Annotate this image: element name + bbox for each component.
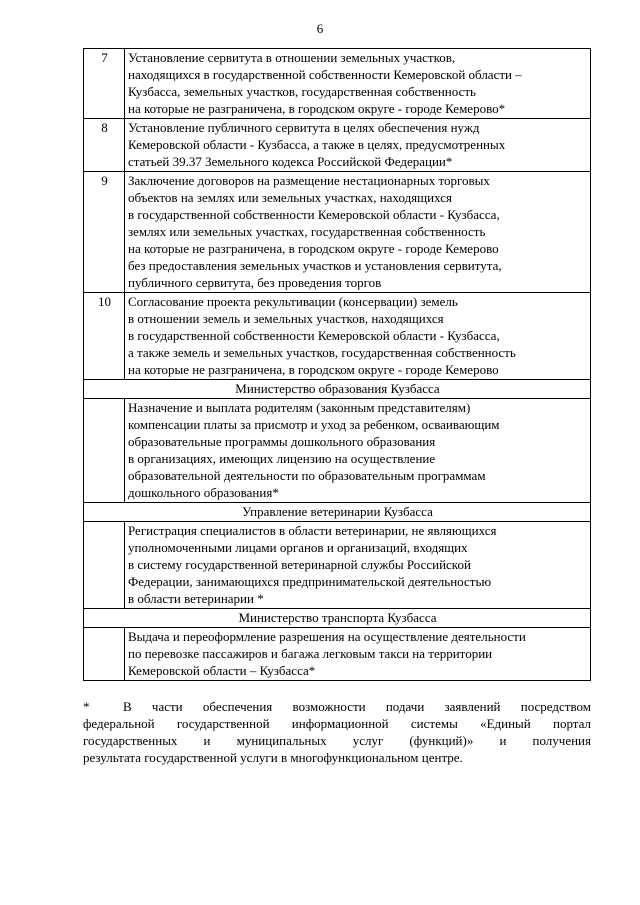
footnote-line [83,732,591,749]
section-row [84,380,591,399]
service-name-line: компенсации платы за присмотр и уход за ребенком, осваивающим [128,417,500,432]
table-row [84,522,591,609]
service-name-line: в организациях, имеющих лицензию на осуществление [128,451,436,466]
service-name-line: Установление сервитута в отношении земельных участков, [128,50,456,65]
service-name-line: Федерации, занимающихся предпринимательской деятельностью [128,574,492,589]
section-title: Министерство образования Кузбасса [84,380,591,399]
row-number [84,628,125,681]
service-name-line: Кемеровской области - Кузбасса, а также в целях, предусмотренных [128,137,506,152]
footnote-text: федеральной государственной информационной системы «Единый портал [83,716,591,731]
row-number: 10 [84,293,125,380]
footnote-line [83,698,591,715]
table-row [84,49,591,119]
service-name-line: в отношении земель и земельных участков, находящихся [128,311,444,326]
section-row [84,503,591,522]
service-name [125,49,591,119]
table-row [84,399,591,503]
table-row [84,293,591,380]
service-name-line: уполномоченными лицами органов и организаций, входящих [128,540,468,555]
service-name-line: Назначение и выплата родителям (законным представителям) [128,400,471,415]
service-name-line: статьей 39.37 Земельного кодекса Российской Федерации* [128,154,453,169]
page-number: 6 [316,21,324,36]
service-name-line: дошкольного образования* [128,485,279,500]
section-title: Министерство транспорта Кузбасса [84,609,591,628]
service-name-line: а также земель и земельных участков, государственная собственность [128,345,516,360]
table-row [84,119,591,172]
section-title: Управление ветеринарии Кузбасса [84,503,591,522]
footnote-line [83,749,591,766]
services-table-body [84,49,591,681]
service-name-line: на которые не разграничена, в городском округе - городе Кемерово [128,241,499,256]
footnote-mark: * [83,699,90,714]
row-number [84,399,125,503]
service-name-line: публичного сервитута, без проведения торгов [128,275,382,290]
service-name-line: Кузбасса, земельных участков, государственная собственность [128,84,476,99]
service-name [125,399,591,503]
service-name-line: образовательной деятельности по образовательным программам [128,468,486,483]
service-name-line: Согласование проекта рекультивации (консервации) земель [128,294,458,309]
footnote-line [83,715,591,732]
footnote-text: результата государственной услуги в многофункциональном центре. [83,750,463,765]
footnote-text: государственных и муниципальных услуг (функций)» и получения [83,733,591,748]
service-name-line: Установление публичного сервитута в целях обеспечения нужд [128,120,480,135]
service-name-line: объектов на землях или земельных участках, находящихся [128,190,453,205]
row-number: 9 [84,172,125,293]
service-name-line: в систему государственной ветеринарной службы Российской [128,557,471,572]
service-name-line: в государственной собственности Кемеровской области - Кузбасса, [128,328,500,343]
service-name [125,628,591,681]
service-name-line: в области ветеринарии * [128,591,264,606]
service-name-line: без предоставления земельных участков и установления сервитута, [128,258,502,273]
service-name [125,172,591,293]
section-row [84,609,591,628]
services-table [83,48,591,681]
table-row [84,628,591,681]
service-name-line: Регистрация специалистов в области ветеринарии, не являющихся [128,523,497,538]
service-name-line: Кемеровской области – Кузбасса* [128,663,316,678]
service-name-line: на которые не разграничена, в городском округе - городе Кемерово [128,362,499,377]
service-name-line: землях или земельных участках, государственная собственность [128,224,486,239]
service-name-line: в государственной собственности Кемеровской области - Кузбасса, [128,207,500,222]
service-name-line: на которые не разграничена, в городском округе - городе Кемерово* [128,101,506,116]
service-name [125,119,591,172]
service-name-line: Заключение договоров на размещение нестационарных торговых [128,173,490,188]
service-name-line: Выдача и переоформление разрешения на осуществление деятельности [128,629,526,644]
service-name [125,293,591,380]
table-row [84,172,591,293]
footnote [83,698,591,766]
service-name [125,522,591,609]
service-name-line: образовательные программы дошкольного образования [128,434,436,449]
service-name-line: находящихся в государственной собственности Кемеровской области – [128,67,522,82]
row-number [84,522,125,609]
row-number: 8 [84,119,125,172]
service-name-line: по перевозке пассажиров и багажа легковым такси на территории [128,646,493,661]
row-number: 7 [84,49,125,119]
footnote-text: В части обеспечения возможности подачи заявлений посредством [123,699,591,714]
